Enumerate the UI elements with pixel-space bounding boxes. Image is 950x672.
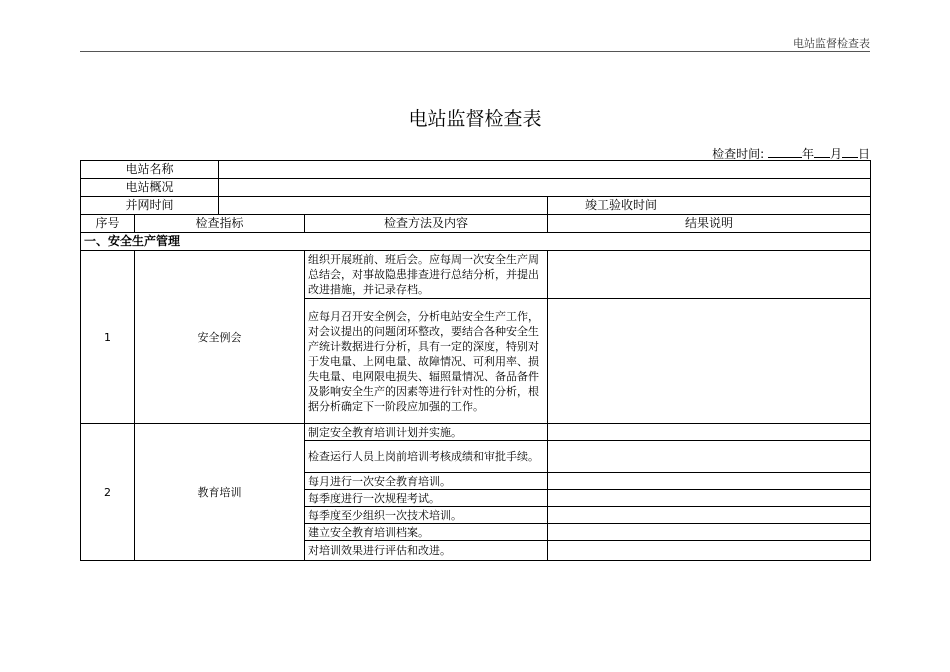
station-name-value[interactable] [219,161,871,179]
station-name-row [81,161,871,179]
grid-time-value[interactable] [219,197,548,215]
station-overview-row [81,179,871,197]
result-cell[interactable] [548,524,871,541]
section-row [81,233,871,251]
result-cell[interactable] [548,473,871,490]
year-blank[interactable] [768,144,802,158]
month-label: 月 [829,147,842,161]
station-name-label: 电站名称 [81,161,219,179]
method-cell: 组织开展班前、班后会。应每周一次安全生产周总结会，对事故隐患排查进行总结分析，并提出改进措施，并记录存档。 [305,251,548,299]
column-header-row [81,215,871,233]
result-cell[interactable] [548,441,871,473]
method-cell: 应每月召开安全例会，分析电站安全生产工作，对会议提出的问题闭环整改，要结合各种安全生产统计数据进行分析，具有一定的深度，特别对于发电量、上网电量、故障情况、可利用率、损失电量、电网限电损失、辐照量情况、备品备件及影响安全生产的因素等进行针对性的分析，根据分析确定下一阶段应加强的工作。 [305,299,548,424]
item-indicator: 安全例会 [135,251,305,424]
item-no: 1 [81,251,135,424]
day-blank[interactable] [842,144,858,158]
method-cell: 每季度进行一次规程考试。 [305,490,548,507]
col-header-no: 序号 [81,215,135,233]
result-cell[interactable] [548,299,871,424]
table-row [81,424,871,441]
method-cell: 制定安全教育培训计划并实施。 [305,424,548,441]
method-cell: 对培训效果进行评估和改进。 [305,541,548,561]
grid-time-row [81,197,871,215]
result-cell[interactable] [548,424,871,441]
section-title: 一、安全生产管理 [81,233,871,251]
running-header: 电站监督检查表 [793,37,870,50]
completion-time-label: 竣工验收时间 [548,197,871,215]
station-overview-label: 电站概况 [81,179,219,197]
method-cell: 检查运行人员上岗前培训考核成绩和审批手续。 [305,441,548,473]
year-label: 年 [801,147,814,161]
table-row [81,251,871,299]
header-divider [80,51,870,52]
col-header-method: 检查方法及内容 [305,215,548,233]
day-label: 日 [857,147,870,161]
result-cell[interactable] [548,507,871,524]
col-header-result: 结果说明 [548,215,871,233]
station-overview-value[interactable] [219,179,871,197]
month-blank[interactable] [814,144,830,158]
item-indicator: 教育培训 [135,424,305,561]
check-time-label: 检查时间: [712,147,765,161]
method-cell: 每月进行一次安全教育培训。 [305,473,548,490]
item-no: 2 [81,424,135,561]
method-cell: 每季度至少组织一次技术培训。 [305,507,548,524]
inspection-table [80,160,871,561]
grid-time-label: 并网时间 [81,197,219,215]
result-cell[interactable] [548,490,871,507]
method-cell: 建立安全教育培训档案。 [305,524,548,541]
result-cell[interactable] [548,541,871,561]
col-header-indicator: 检查指标 [135,215,305,233]
result-cell[interactable] [548,251,871,299]
document-title: 电站监督检查表 [408,108,542,130]
